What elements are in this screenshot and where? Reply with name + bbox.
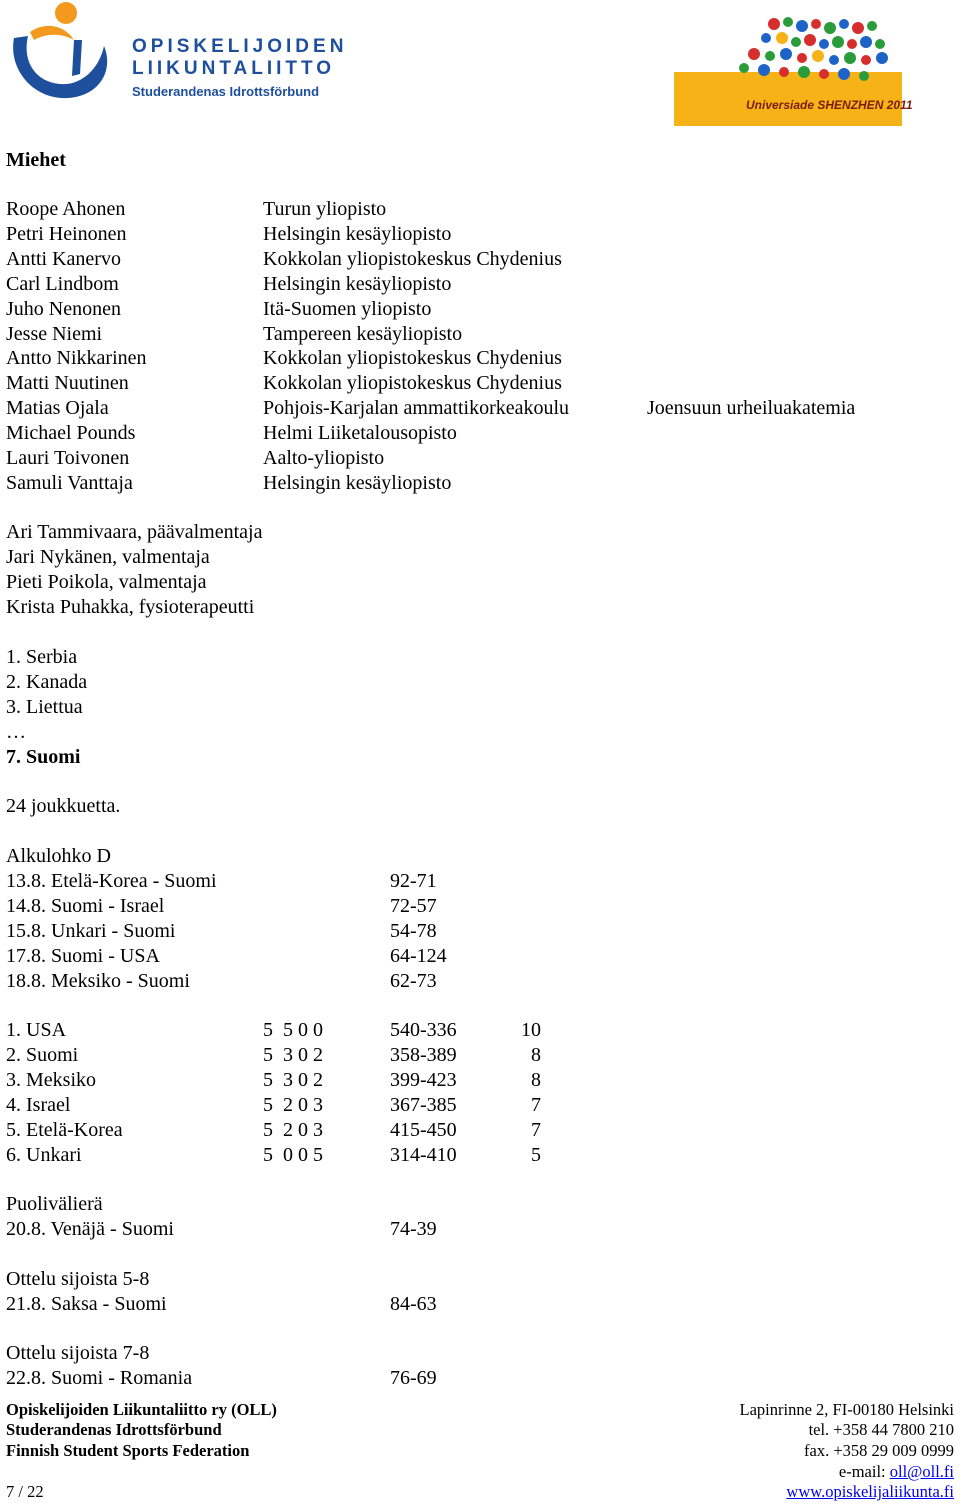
standings-pts: 5 xyxy=(531,1143,541,1166)
playoff-score: 74-39 xyxy=(390,1217,437,1240)
standings-team: 5. Etelä-Korea xyxy=(6,1118,123,1141)
standings-pts: 8 xyxy=(531,1068,541,1091)
standings-points: 367-385 xyxy=(390,1093,457,1116)
staff-member: Ari Tammivaara, päävalmentaja xyxy=(6,521,263,543)
standings-points: 314-410 xyxy=(390,1143,457,1166)
group-title: Alkulohko D xyxy=(6,845,111,867)
standings-record: 5 2 0 3 xyxy=(263,1093,323,1116)
footer-email-label: e-mail: xyxy=(838,1462,890,1481)
playoff-match: 20.8. Venäjä - Suomi xyxy=(6,1217,174,1240)
playoff-score: 76-69 xyxy=(390,1367,437,1390)
player-school: Pohjois-Karjalan ammattikorkeakoulu xyxy=(263,397,570,420)
oll-logo xyxy=(4,0,348,106)
player-club: Joensuun urheiluakatemia xyxy=(647,397,856,420)
player-school: Kokkolan yliopistokeskus Chydenius xyxy=(263,347,562,370)
footer-org-line-1: Opiskelijoiden Liikuntaliitto ry (OLL) xyxy=(6,1400,277,1419)
player-name: Petri Heinonen xyxy=(6,222,127,245)
game-match: 13.8. Etelä-Korea - Suomi xyxy=(6,870,217,892)
player-school: Helsingin kesäyliopisto xyxy=(263,272,452,295)
player-name: Antti Kanervo xyxy=(6,247,121,270)
game-match: 17.8. Suomi - USA xyxy=(6,944,160,967)
player-school: Helsingin kesäyliopisto xyxy=(263,471,452,494)
playoff-match: 21.8. Saksa - Suomi xyxy=(6,1292,167,1315)
standings-pts: 10 xyxy=(521,1019,541,1041)
player-name: Carl Lindbom xyxy=(6,272,119,295)
standings-team: 6. Unkari xyxy=(6,1143,82,1166)
playoff-score: 84-63 xyxy=(390,1292,437,1315)
standings-points: 415-450 xyxy=(390,1118,457,1141)
email-link[interactable]: oll@oll.fi xyxy=(889,1462,954,1481)
player-school: Aalto-yliopisto xyxy=(263,447,385,469)
standings-pts: 8 xyxy=(531,1043,541,1066)
playoff-match: 22.8. Suomi - Romania xyxy=(6,1367,193,1390)
page-number: 7 / 22 xyxy=(6,1482,44,1501)
playoff-title: Ottelu sijoista 7-8 xyxy=(6,1342,150,1365)
player-name: Michael Pounds xyxy=(6,422,136,445)
section-title: Miehet xyxy=(6,149,66,171)
ranking-item: 2. Kanada xyxy=(6,670,88,693)
standings-team: 3. Meksiko xyxy=(6,1068,96,1091)
game-match: 15.8. Unkari - Suomi xyxy=(6,919,176,942)
footer-address: Lapinrinne 2, FI-00180 Helsinki xyxy=(739,1400,954,1419)
ranking-item: … xyxy=(6,720,26,743)
logo-line-1: OPISKELIJOIDEN xyxy=(132,36,348,57)
footer-fax: fax. +358 29 009 0999 xyxy=(804,1441,954,1460)
game-score: 72-57 xyxy=(390,894,437,917)
player-name: Matti Nuutinen xyxy=(6,372,129,395)
game-score: 64-124 xyxy=(390,944,447,967)
logo-line-2: LIIKUNTALIITTO xyxy=(132,58,336,79)
universiade-text: Universiade SHENZHEN 2011 xyxy=(746,98,913,112)
staff-member: Pieti Poikola, valmentaja xyxy=(6,570,207,593)
footer-org-line-3: Finnish Student Sports Federation xyxy=(6,1441,250,1460)
player-school: Kokkolan yliopistokeskus Chydenius xyxy=(263,247,562,270)
player-school: Turun yliopisto xyxy=(263,198,387,220)
logo-line-3: Studerandenas Idrottsförbund xyxy=(132,84,320,99)
standings-record: 5 2 0 3 xyxy=(263,1118,323,1141)
oll-swoosh-icon xyxy=(4,0,124,106)
game-match: 18.8. Meksiko - Suomi xyxy=(6,969,190,992)
game-score: 54-78 xyxy=(390,919,437,942)
standings-points: 358-389 xyxy=(390,1043,457,1066)
ranking-item: 1. Serbia xyxy=(6,646,78,668)
player-school: Helmi Liiketalousopisto xyxy=(263,422,457,445)
playoff-title: Puolivälierä xyxy=(6,1193,103,1215)
standings-record: 5 3 0 2 xyxy=(263,1043,323,1066)
player-name: Jesse Niemi xyxy=(6,322,103,345)
playoff-title: Ottelu sijoista 5-8 xyxy=(6,1267,150,1290)
universiade-logo xyxy=(674,14,913,126)
footer-email xyxy=(839,1462,954,1482)
ranking-item: 7. Suomi xyxy=(6,745,81,768)
standings-team: 2. Suomi xyxy=(6,1043,79,1066)
standings-team: 4. Israel xyxy=(6,1093,71,1116)
website-link[interactable]: www.opiskelijaliikunta.fi xyxy=(786,1482,954,1501)
standings-points: 399-423 xyxy=(390,1068,457,1091)
standings-team: 1. USA xyxy=(6,1019,67,1041)
game-match: 14.8. Suomi - Israel xyxy=(6,894,165,917)
teams-count: 24 joukkuetta. xyxy=(6,795,121,817)
game-score: 62-73 xyxy=(390,969,437,992)
player-school: Kokkolan yliopistokeskus Chydenius xyxy=(263,372,562,395)
footer-website xyxy=(786,1482,954,1502)
player-name: Matias Ojala xyxy=(6,397,109,420)
staff-member: Krista Puhakka, fysioterapeutti xyxy=(6,595,255,618)
player-name: Juho Nenonen xyxy=(6,297,121,320)
standings-record: 5 5 0 0 xyxy=(263,1019,323,1041)
player-name: Lauri Toivonen xyxy=(6,447,130,469)
staff-member: Jari Nykänen, valmentaja xyxy=(6,545,210,568)
player-school: Itä-Suomen yliopisto xyxy=(263,297,432,320)
footer-tel: tel. +358 44 7800 210 xyxy=(808,1420,954,1439)
player-school: Helsingin kesäyliopisto xyxy=(263,222,452,245)
player-school: Tampereen kesäyliopisto xyxy=(263,322,463,345)
player-name: Antto Nikkarinen xyxy=(6,347,147,370)
game-score: 92-71 xyxy=(390,870,437,892)
standings-record: 5 0 0 5 xyxy=(263,1143,323,1166)
standings-points: 540-336 xyxy=(390,1019,457,1041)
standings-pts: 7 xyxy=(531,1093,541,1116)
player-name: Samuli Vanttaja xyxy=(6,471,133,494)
footer-org-line-2: Studerandenas Idrottsförbund xyxy=(6,1420,222,1439)
player-name: Roope Ahonen xyxy=(6,198,126,220)
ranking-item: 3. Liettua xyxy=(6,695,83,718)
standings-record: 5 3 0 2 xyxy=(263,1068,323,1091)
standings-pts: 7 xyxy=(531,1118,541,1141)
